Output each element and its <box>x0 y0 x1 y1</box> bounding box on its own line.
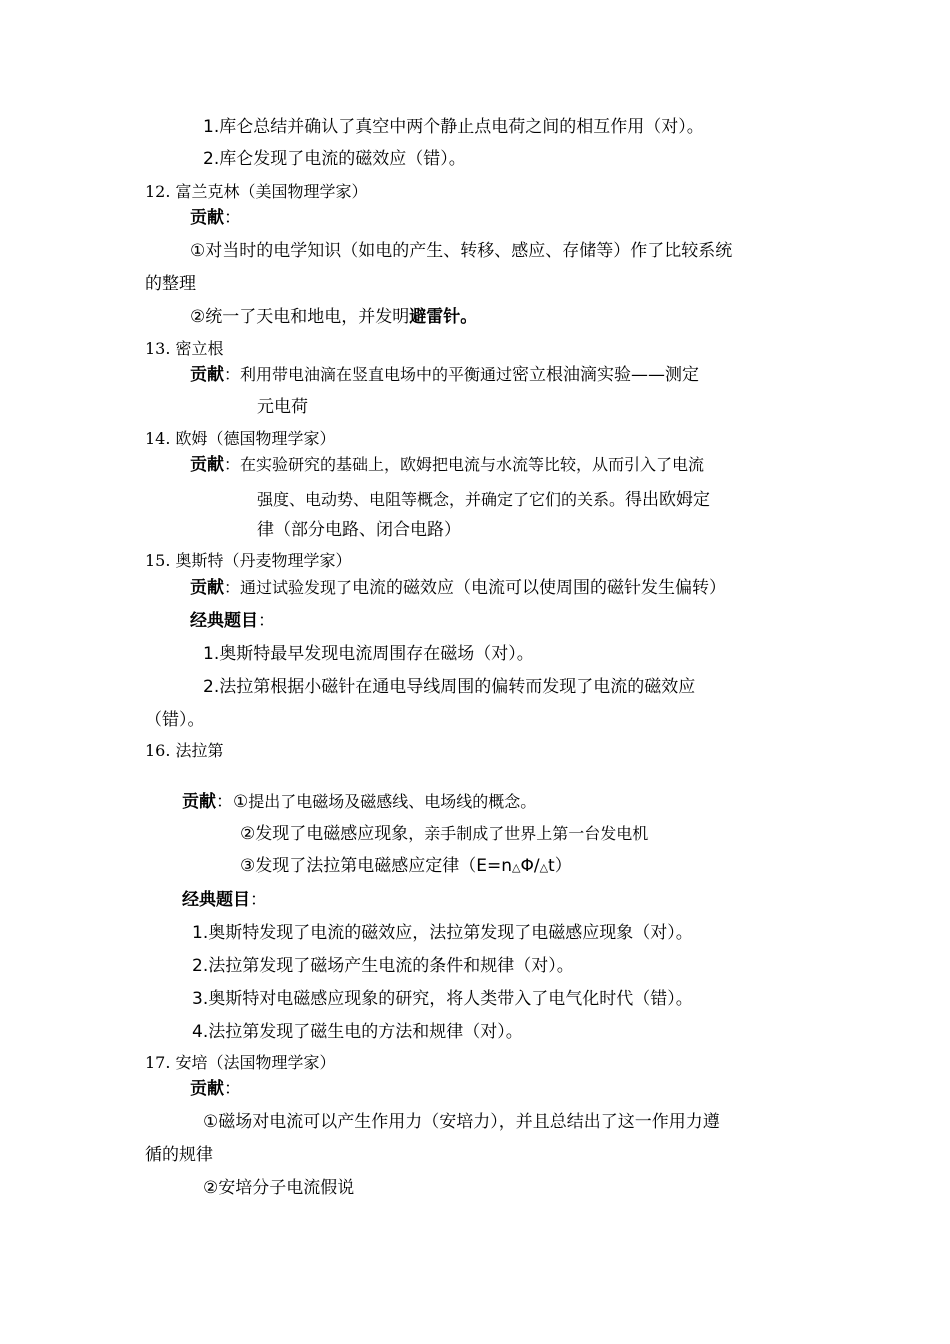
lightning-rod-term: 避雷针。 <box>409 307 478 327</box>
oersted-classic-questions-label <box>190 613 275 630</box>
oersted-question-2-cont: （错）。 <box>145 710 205 730</box>
faraday-contribution-1 <box>182 794 536 811</box>
contribution-label: 贡献 <box>190 455 224 475</box>
heading-millikan: 13. 密立根 <box>145 339 224 358</box>
ohm-contribution <box>190 457 704 474</box>
heading-ohm: 14. 欧姆（德国物理学家） <box>145 429 336 448</box>
circled-2: ② <box>240 824 256 844</box>
faraday-contribution-1-text: 提出了电磁场及磁感线、电场线的概念。 <box>248 792 537 811</box>
faraday-question-1: 1.奥斯特发现了电流的磁效应，法拉第发现了电磁感应现象（对）。 <box>192 923 693 943</box>
circled-1: ① <box>233 792 249 812</box>
oersted-contribution-text: ：通过试验发现了 <box>224 578 353 597</box>
ohm-contribution-cont-2: 律（部分电路、闭合电路） <box>257 520 461 540</box>
faraday-generator: ，亲手制成了世界上第一台发电机 <box>408 824 649 843</box>
franklin-contribution-label <box>190 210 241 227</box>
franklin-contribution-1-cont: 的整理 <box>145 274 196 294</box>
ohm-contribution-cont <box>257 492 710 509</box>
contribution-label: 贡献 <box>182 792 216 812</box>
franklin-contribution-2 <box>190 309 477 326</box>
millikan-contribution-text: ：利用带电油滴在竖直电场中的平衡通过 <box>224 365 513 384</box>
franklin-contribution-2-text: ②统一了天电和地电，并发明 <box>190 307 410 327</box>
coulomb-item-1: 1.库仑总结并确认了真空中两个静止点电荷之间的相互作用（对）。 <box>203 117 704 137</box>
faraday-contribution-3 <box>240 858 572 875</box>
colon: ： <box>250 890 267 910</box>
contribution-label: 贡献 <box>190 578 224 598</box>
faraday-question-2: 2.法拉第发现了磁场产生电流的条件和规律（对）。 <box>192 956 574 976</box>
ampere-contribution-1: ①磁场对电流可以产生作用力（安培力），并且总结出了这一作用力遵 <box>203 1112 720 1132</box>
ohm-law: 得出欧姆定 <box>625 490 711 510</box>
faraday-question-4: 4.法拉第发现了磁生电的方法和规律（对）。 <box>192 1022 523 1042</box>
coulomb-item-2: 2.库仑发现了电流的磁效应（错）。 <box>203 149 466 169</box>
faraday-question-3: 3.奥斯特对电磁感应现象的研究，将人类带入了电气化时代（错）。 <box>192 989 693 1009</box>
delta-symbol: △ <box>512 861 521 874</box>
ohm-contribution-text-2: 强度、电动势、电阻等概念，并确定了它们的关系。 <box>257 490 626 509</box>
delta-symbol: △ <box>539 861 549 874</box>
ampere-contribution-1-cont: 循的规律 <box>145 1145 213 1165</box>
colon: ： <box>258 611 275 631</box>
colon: ： <box>224 1079 241 1099</box>
faraday-induction: 发现了电磁感应现象 <box>255 824 409 844</box>
oersted-contribution <box>190 580 726 597</box>
heading-ampere: 17. 安培（法国物理学家） <box>145 1053 336 1072</box>
ampere-contribution-label <box>190 1081 241 1098</box>
colon: ： <box>216 792 233 812</box>
millikan-experiment: 密立根油滴实验——测定 <box>512 365 700 385</box>
colon: ： <box>224 208 241 228</box>
ohm-contribution-text: ：在实验研究的基础上，欧姆把电流与水流等比较，从而引入了电流 <box>224 455 705 474</box>
faraday-contribution-2 <box>240 826 648 843</box>
t-symbol: t） <box>548 856 572 876</box>
heading-oersted: 15. 奥斯特（丹麦物理学家） <box>145 551 352 570</box>
oersted-question-2: 2.法拉第根据小磁针在通电导线周围的偏转而发现了电流的磁效应 <box>203 677 696 697</box>
millikan-contribution <box>190 367 699 384</box>
contribution-label: 贡献 <box>190 365 224 385</box>
faraday-law-text: ③发现了法拉第电磁感应定律（E=n <box>240 856 512 876</box>
contribution-label: 贡献 <box>190 208 224 228</box>
heading-franklin: 12. 富兰克林（美国物理学家） <box>145 182 368 201</box>
classic-questions-label: 经典题目 <box>182 890 250 910</box>
classic-questions-label: 经典题目 <box>190 611 258 631</box>
phi-symbol: Φ/ <box>520 856 540 876</box>
faraday-classic-questions-label <box>182 892 267 909</box>
oersted-effect: 电流的磁效应（电流可以使周围的磁针发生偏转） <box>352 578 727 598</box>
heading-faraday: 16. 法拉第 <box>145 741 224 760</box>
ampere-contribution-2: ②安培分子电流假说 <box>203 1178 355 1198</box>
millikan-contribution-cont: 元电荷 <box>257 397 308 417</box>
oersted-question-1: 1.奥斯特最早发现电流周围存在磁场（对）。 <box>203 644 534 664</box>
franklin-contribution-1: ①对当时的电学知识（如电的产生、转移、感应、存储等）作了比较系统 <box>190 241 733 261</box>
contribution-label: 贡献 <box>190 1079 224 1099</box>
